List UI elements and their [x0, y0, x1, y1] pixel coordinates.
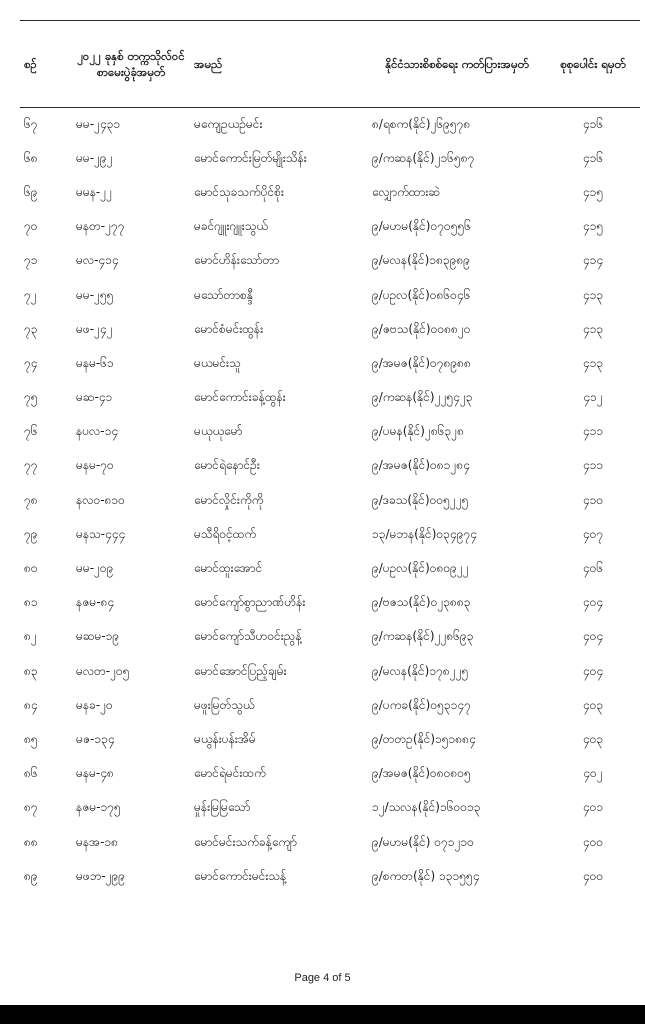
cell-total-marks: ၄၀၄: [582, 663, 604, 678]
cell-total-marks: ၄၁၃: [582, 321, 604, 336]
table-row: [20, 518, 640, 552]
cell-roll-number: နဇမ-၁၇၅: [76, 800, 121, 815]
cell-total-marks: ၄၀၆: [582, 561, 604, 576]
cell-roll-number: မမ-၂၀၉: [76, 561, 114, 576]
page-number: Page 4 of 5: [294, 972, 351, 984]
cell-nrc-number: ၉/ပဥလ(နိုင်)၀၈၀၉၂၂: [372, 561, 469, 576]
cell-nrc-number: ၉/ကဆန(နိုင်)၂၂၅၄၂၃: [372, 390, 473, 405]
cell-nrc-number: ၉/ပကခ(နိုင်)၀၅၃၁၄၇: [372, 697, 471, 712]
cell-serial-no: ၇၈: [24, 492, 38, 507]
cell-total-marks: ၄၁၂: [583, 390, 603, 405]
table-row: [20, 313, 640, 347]
cell-total-marks: ၄၁၆: [582, 150, 604, 165]
table-row: [20, 757, 640, 791]
cell-serial-no: ၈၈: [24, 834, 38, 849]
cell-serial-no: ၇၃: [24, 321, 38, 336]
table-row: [20, 347, 640, 381]
cell-name: မောင်အောင်ပြည့်ချမ်း: [194, 663, 287, 678]
cell-roll-number: မမ-၂၅၅: [76, 287, 114, 302]
cell-total-marks: ၄၁၁: [582, 458, 604, 473]
cell-name: မသီရိဝင့်ထက်: [194, 526, 257, 541]
cell-serial-no: ၇၁: [24, 253, 38, 268]
table-row: [20, 689, 640, 723]
table-body: [20, 108, 640, 894]
cell-name: မယွန်းပန်းအိမ်: [194, 731, 256, 746]
cell-total-marks: ၄၀၇: [582, 526, 604, 541]
cell-name: မယမင်းသူ: [194, 355, 241, 370]
cell-name: မောင်သုခသက်ပိုင်စိုး: [194, 184, 284, 199]
cell-nrc-number: လျှောက်ထားဆဲ: [372, 184, 440, 199]
cell-total-marks: ၄၀၄: [582, 595, 604, 610]
cell-roll-number: နလဝ-၈၁၀: [76, 492, 125, 507]
cell-nrc-number: ၁၂/သလန(နိုင်)၁၆၀၀၁၃: [372, 800, 481, 815]
cell-serial-no: ၆၇: [24, 116, 38, 131]
cell-roll-number: မနအ-၁၈: [76, 834, 119, 849]
cell-nrc-number: ၉/ဗဇသ(နိုင်)၀၂၃၈၈၃: [372, 595, 471, 610]
cell-roll-number: မလ-၄၁၄: [76, 253, 119, 268]
cell-nrc-number: ၉/ကဆန(နိုင်)၂၁၆၅၈၇: [372, 150, 475, 165]
cell-total-marks: ၄၀၄: [582, 629, 604, 644]
table-row: [20, 108, 640, 142]
cell-total-marks: ၄၁၆: [582, 116, 604, 131]
cell-roll-number: မလတ-၂၀၅: [76, 663, 130, 678]
cell-nrc-number: ၉/အမဇ(နိုင်)၀၈၀၈၀၅: [372, 766, 471, 781]
header-total-marks: စုစုပေါင်း ရမှတ်: [546, 21, 640, 108]
cell-name: မောင်ကောင်းမင်းသန့်: [194, 868, 287, 883]
cell-roll-number: မဖဘ-၂၉၉: [76, 868, 125, 883]
cell-roll-number: နပလ-၁၄: [76, 424, 119, 439]
cell-roll-number: မနမ-၄၈: [76, 766, 114, 781]
cell-name: မောင်ရဲနောင်ဦး: [194, 458, 260, 473]
cell-total-marks: ၄၁၄: [582, 253, 604, 268]
table-row: [20, 278, 640, 312]
table-row: [20, 825, 640, 859]
cell-nrc-number: ၉/အမဇ(နိုင်)၀၇၈၉၈၈: [372, 355, 471, 370]
table-row: [20, 449, 640, 483]
table-row: [20, 620, 640, 654]
cell-serial-no: ၇၀: [24, 219, 38, 234]
table-row: [20, 860, 640, 894]
cell-nrc-number: ၁၃/မဘန(နိုင်)၀၃၄၉၇၄: [372, 526, 477, 541]
cell-name: မောင်စံမင်းထွန်း: [194, 321, 264, 336]
cell-name: မောင်ရဲမင်းထက်: [194, 766, 266, 781]
cell-name: မယုယုမော်: [194, 424, 243, 439]
header-serial-no: စဉ်: [20, 21, 72, 108]
table-row: [20, 655, 640, 689]
cell-serial-no: ၇၅: [24, 390, 38, 405]
cell-total-marks: ၄၁၃: [582, 287, 604, 302]
cell-roll-number: မဆမ-၁၉: [76, 629, 120, 644]
cell-serial-no: ၈၁: [24, 595, 38, 610]
table-row: [20, 381, 640, 415]
cell-serial-no: ၈၄: [24, 697, 38, 712]
table-row: [20, 791, 640, 825]
cell-nrc-number: ၉/ကဆန(နိုင်)၂၂၈၆၉၃: [372, 629, 474, 644]
cell-roll-number: မမ-၂၄၃၁: [76, 116, 121, 131]
cell-nrc-number: ၉/မဟမ(နိုင်) ၀၇၁၂၁၀: [372, 834, 474, 849]
cell-nrc-number: ၈/ရစက(နိုင်)၂၆၉၅၇၈: [372, 116, 471, 131]
cell-roll-number: မဖ-၂၄၂: [76, 321, 113, 336]
table-row: [20, 142, 640, 176]
cell-name: မှုန်းမြမြသော်: [194, 800, 251, 815]
cell-serial-no: ၈၃: [24, 663, 38, 678]
cell-name: မခင်ဂျူးဂျူးသွယ်: [194, 219, 269, 234]
cell-name: မဖူးမြတ်သွယ်: [194, 697, 255, 712]
results-table: [20, 20, 640, 894]
cell-serial-no: ၆၉: [24, 184, 38, 199]
cell-nrc-number: ၉/မလန(နိုင်)၁၇၈၂၂၅: [372, 663, 469, 678]
cell-serial-no: ၆၈: [24, 150, 38, 165]
cell-serial-no: ၈၆: [24, 766, 38, 781]
cell-name: မောင်ကျော်သီဟဝင်းညွန့်: [194, 629, 302, 644]
cell-name: မောင်မင်းသက်ခန့်ကျော်: [194, 834, 297, 849]
table-row: [20, 586, 640, 620]
cell-total-marks: ၄၀၁: [582, 800, 604, 815]
cell-total-marks: ၄၁၅: [582, 219, 604, 234]
cell-total-marks: ၄၁၅: [582, 184, 604, 199]
cell-roll-number: မမ-၂၉၂: [76, 150, 113, 165]
cell-name: မသော်တာစန္ဒီ: [194, 287, 254, 302]
cell-serial-no: ၈၅: [24, 731, 38, 746]
header-roll-number: ၂၀၂၂ ခုနှစ် တက္ကသိုလ်ဝင် စာမေးပွဲခုံအမှတ်: [72, 21, 190, 108]
cell-total-marks: ၄၀၂: [583, 766, 603, 781]
cell-serial-no: ၇၉: [24, 526, 38, 541]
cell-total-marks: ၄၁၀: [582, 492, 604, 507]
cell-name: မောင်ကောင်းမြတ်မျိုးသိန်း: [194, 150, 307, 165]
cell-nrc-number: ၉/ပမန(နိုင်)၂၈၆၃၂၈: [372, 424, 464, 439]
cell-roll-number: နဇမ-၈၄: [76, 595, 115, 610]
header-row: [20, 21, 640, 108]
cell-serial-no: ၇၂: [24, 287, 37, 302]
cell-serial-no: ၈၂: [24, 629, 37, 644]
cell-serial-no: ၇၄: [24, 355, 38, 370]
cell-name: မောင်ကျော်စွာညာဏ်ဟိန်း: [194, 595, 306, 610]
cell-total-marks: ၄၀၀: [582, 834, 604, 849]
header-name: အမည်: [190, 21, 368, 108]
table-row: [20, 176, 640, 210]
table-header: [20, 21, 640, 108]
bottom-bar: [0, 1005, 645, 1024]
cell-serial-no: ၈၉: [24, 868, 38, 883]
cell-name: မောင်ထူးအောင်: [194, 561, 263, 576]
cell-serial-no: ၇၆: [24, 424, 38, 439]
cell-total-marks: ၄၀၃: [582, 697, 604, 712]
header-nrc-number: နိုင်ငံသားစိစစ်ရေး ကတ်ပြားအမှတ်: [368, 21, 546, 108]
cell-nrc-number: ၉/မလန(နိုင်)၁၈၃၉၈၉: [372, 253, 471, 268]
table-row: [20, 723, 640, 757]
table-row: [20, 244, 640, 278]
cell-roll-number: မဆ-၄၁: [76, 390, 113, 405]
table-row: [20, 552, 640, 586]
cell-total-marks: ၄၁၃: [582, 355, 604, 370]
cell-roll-number: မမန-၂၂: [76, 184, 113, 199]
table-row: [20, 210, 640, 244]
cell-nrc-number: ၉/ပဥလ(နိုင်)၀၈၆၀၄၆: [372, 287, 471, 302]
cell-total-marks: ၄၀၃: [582, 731, 604, 746]
cell-roll-number: မဇ-၁၃၄: [76, 731, 115, 746]
cell-nrc-number: ၉/ဒခသ(နိုင်)၀၀၅၂၂၅: [372, 492, 469, 507]
table-row: [20, 415, 640, 449]
cell-serial-no: ၈၇: [24, 800, 38, 815]
cell-nrc-number: ၉/ဇဗသ(နိုင်)၀၀၈၈၂၀: [372, 321, 471, 336]
cell-name: မောင်ဟိန်းသော်တာ: [194, 253, 280, 268]
cell-name: မကျေဥယဉ်မင်း: [194, 116, 263, 131]
cell-serial-no: ၇၇: [24, 458, 38, 473]
cell-nrc-number: ၉/စကတ(နိုင်) ၁၃၁၅၅၄: [372, 868, 480, 883]
cell-serial-no: ၈၀: [24, 561, 38, 576]
cell-roll-number: မနခ-၂၀: [76, 697, 113, 712]
cell-total-marks: ၄၁၁: [582, 424, 604, 439]
cell-roll-number: မနမ-၇၀: [76, 458, 114, 473]
cell-nrc-number: ၉/အမဇ(နိုင်)၀၈၁၂၈၄: [372, 458, 470, 473]
cell-nrc-number: ၉/တတဥ(နိုင်)၁၅၁၈၈၄: [372, 731, 476, 746]
cell-nrc-number: ၉/မဟမ(နိုင်)၀၇၀၅၅၆: [372, 219, 471, 234]
cell-total-marks: ၄၀၀: [582, 868, 604, 883]
cell-roll-number: မနမ-၆၁: [76, 355, 114, 370]
table-row: [20, 484, 640, 518]
cell-name: မောင်လှိုင်းကိုကို: [194, 492, 264, 507]
cell-roll-number: မနသ-၄၄၄: [76, 526, 126, 541]
cell-roll-number: မနတ-၂၇၇: [76, 219, 125, 234]
cell-name: မောင်ကောင်းခန့်ထွန်း: [194, 390, 286, 405]
